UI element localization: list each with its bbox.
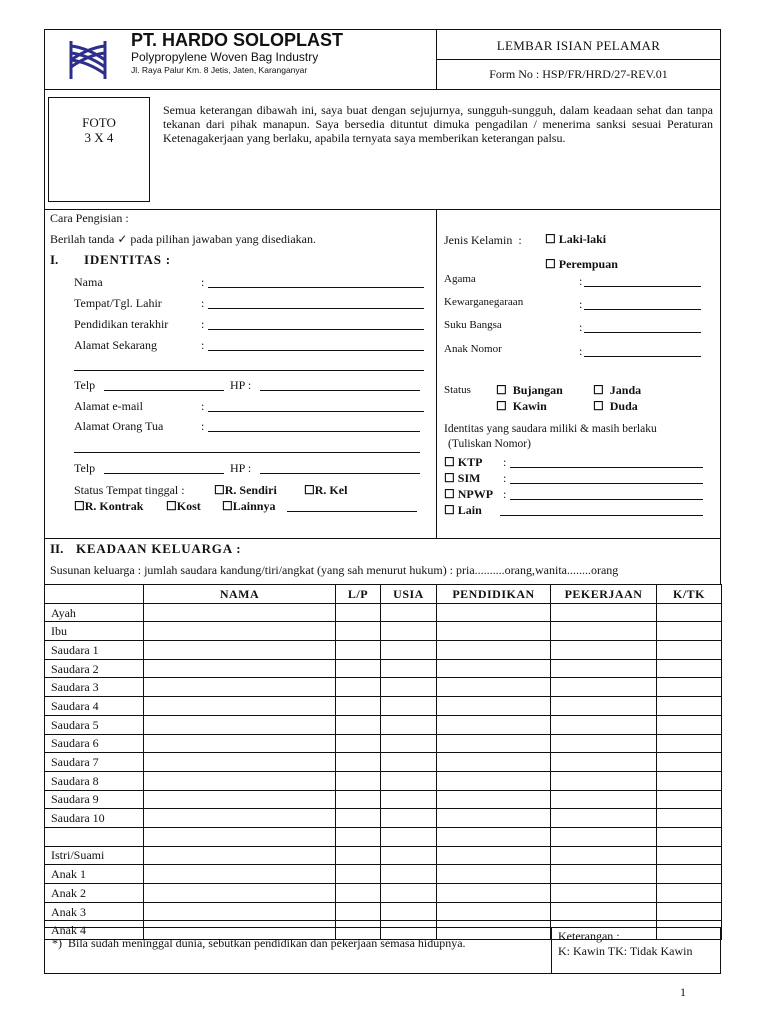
table-cell-input[interactable] [336, 603, 381, 622]
checkbox-icon[interactable]: ☐ [496, 399, 507, 413]
row-label [45, 827, 144, 846]
field-telp-ortu[interactable] [104, 473, 224, 474]
option-r-kel[interactable]: ☐R. Kel [304, 483, 348, 497]
row-label: Istri/Suami [45, 846, 144, 865]
label-nama: Nama [74, 275, 103, 289]
table-row [45, 827, 722, 846]
table-cell-input[interactable] [437, 809, 551, 828]
option-kost[interactable]: ☐Kost [166, 499, 201, 513]
table-cell-input[interactable] [336, 902, 381, 921]
table-cell-input[interactable] [437, 715, 551, 734]
row-label: Ayah [45, 603, 144, 622]
table-cell-input[interactable] [437, 827, 551, 846]
table-cell-input[interactable] [437, 771, 551, 790]
table-cell-input[interactable] [657, 603, 722, 622]
option-r-kontrak[interactable]: ☐R. Kontrak [74, 499, 144, 513]
table-cell-input[interactable] [657, 715, 722, 734]
table-row [45, 902, 722, 921]
table-cell-input[interactable] [437, 734, 551, 753]
id-note-2: (Tuliskan Nomor) [448, 438, 531, 450]
field-alamat-ortu-line2[interactable] [74, 452, 420, 453]
column-header-pekerjaan: PEKERJAAN [551, 585, 657, 604]
table-cell-input[interactable] [336, 678, 381, 697]
section-2-number: II. [50, 541, 64, 556]
column-header-nama: NAMA [144, 585, 336, 604]
table-cell-input[interactable] [381, 603, 437, 622]
table-cell-input[interactable] [336, 697, 381, 716]
row-label: Saudara 10 [45, 809, 144, 828]
row-label: Saudara 8 [45, 771, 144, 790]
table-cell-input[interactable] [437, 659, 551, 678]
table-cell-input[interactable] [657, 641, 722, 660]
field-email[interactable] [208, 411, 424, 412]
table-cell-input[interactable] [381, 902, 437, 921]
susunan-keluarga: Susunan keluarga : jumlah saudara kandung/tiri/angkat (yang sah menurut hukum) : pria..........orang,wanita........orang [50, 563, 619, 577]
label-email: Alamat e-mail [74, 399, 143, 413]
instructions-line: Berilah tanda ✓ pada pilihan jawaban yang disediakan. [50, 232, 316, 246]
label-suku: Suku Bangsa [444, 319, 502, 331]
checkbox-icon[interactable]: ☐ [545, 232, 556, 246]
label-agama: Agama [444, 273, 476, 285]
table-row [45, 865, 722, 884]
footer-note: Bila sudah meninggal dunia, sebutkan pendidikan dan pekerjaan semasa hidupnya. [68, 936, 466, 950]
table-cell-input[interactable] [381, 659, 437, 678]
table-cell-input[interactable] [657, 827, 722, 846]
row-label: Saudara 3 [45, 678, 144, 697]
table-row [45, 659, 722, 678]
table-cell-input[interactable] [437, 622, 551, 641]
section-1-number: I. [50, 252, 59, 267]
row-label: Saudara 4 [45, 697, 144, 716]
table-cell-input[interactable] [437, 865, 551, 884]
table-row [45, 603, 722, 622]
table-cell-input[interactable] [144, 753, 336, 772]
option-kawin[interactable]: ☐ Kawin [496, 399, 547, 413]
table-cell-input[interactable] [551, 846, 657, 865]
checkbox-icon[interactable]: ☐ [444, 455, 455, 469]
table-cell-input[interactable] [336, 753, 381, 772]
table-cell-input[interactable] [144, 697, 336, 716]
table-cell-input[interactable] [381, 753, 437, 772]
option-duda[interactable]: ☐ Duda [593, 399, 638, 413]
table-row [45, 809, 722, 828]
table-cell-input[interactable] [144, 865, 336, 884]
checkbox-icon[interactable]: ☐ [593, 399, 604, 413]
label-alamat: Alamat Sekarang [74, 338, 157, 352]
table-cell-input[interactable] [657, 771, 722, 790]
footer-note-marker: *) [52, 936, 62, 950]
option-laki-laki[interactable]: ☐ Laki-laki [545, 232, 607, 246]
checkbox-icon[interactable]: ☐ [74, 499, 85, 513]
table-cell-input[interactable] [551, 884, 657, 903]
table-cell-input[interactable] [657, 809, 722, 828]
instructions-title: Cara Pengisian : [50, 211, 129, 225]
table-cell-input[interactable] [336, 809, 381, 828]
family-table [44, 584, 722, 940]
photo-size: 3 X 4 [84, 130, 114, 145]
row-label: Anak 2 [45, 884, 144, 903]
checkbox-icon[interactable]: ☐ [444, 471, 455, 485]
table-cell-input[interactable] [437, 678, 551, 697]
row-label: Saudara 1 [45, 641, 144, 660]
label-status: Status [444, 384, 471, 396]
table-cell-input[interactable] [144, 790, 336, 809]
table-cell-input[interactable] [551, 771, 657, 790]
column-header-lp: L/P [336, 585, 381, 604]
checkbox-icon[interactable]: ☐ [304, 483, 315, 497]
row-label: Anak 4 [45, 921, 144, 940]
column-header-ktk: K/TK [657, 585, 722, 604]
label-anak-nomor: Anak Nomor [444, 343, 502, 355]
field-alamat-line2[interactable] [74, 370, 424, 371]
table-cell-input[interactable] [381, 622, 437, 641]
option-lain[interactable]: ☐ Lain [444, 503, 482, 517]
table-cell-input[interactable] [437, 603, 551, 622]
company-logo [66, 38, 110, 82]
field-ktp[interactable] [510, 467, 703, 468]
table-cell-input[interactable] [144, 884, 336, 903]
table-cell-input[interactable] [144, 734, 336, 753]
statement-text: Semua keterangan dibawah ini, saya buat dengan sejujurnya, sungguh-sungguh, dalam keadaan sehat dan tanpa tekanan dari pihak manapun. Saya bersedia dituntut dimuka pengadilan / menerima sanksi sesuai Peraturan Ketenagakerjaan yang berlaku, apabila ternyata saya memberikan keterangan palsu. [163, 103, 713, 145]
table-cell-input[interactable] [551, 678, 657, 697]
table-cell-input[interactable] [657, 734, 722, 753]
table-row [45, 641, 722, 660]
table-cell-input[interactable] [381, 809, 437, 828]
checkbox-icon[interactable]: ☐ [214, 483, 225, 497]
label-alamat-ortu: Alamat Orang Tua [74, 419, 164, 433]
field-npwp[interactable] [510, 499, 703, 500]
company-name: PT. HARDO SOLOPLAST [131, 30, 344, 50]
table-cell-input[interactable] [381, 790, 437, 809]
table-cell-input[interactable] [657, 902, 722, 921]
field-hp[interactable] [260, 390, 420, 391]
table-cell-input[interactable] [551, 603, 657, 622]
option-r-sendiri[interactable]: ☐R. Sendiri [214, 483, 277, 497]
table-cell-input[interactable] [144, 846, 336, 865]
table-cell-input[interactable] [381, 865, 437, 884]
table-cell-input[interactable] [551, 865, 657, 884]
table-cell-input[interactable] [336, 715, 381, 734]
row-label: Ibu [45, 622, 144, 641]
table-cell-input[interactable] [144, 641, 336, 660]
row-label: Saudara 7 [45, 753, 144, 772]
keterangan-text: K: Kawin TK: Tidak Kawin [558, 944, 693, 958]
label-hp: HP : [230, 378, 252, 392]
table-cell-input[interactable] [336, 884, 381, 903]
table-cell-input[interactable] [551, 809, 657, 828]
table-cell-input[interactable] [551, 622, 657, 641]
table-cell-input[interactable] [144, 715, 336, 734]
label-jenis-kelamin: Jenis Kelamin : [444, 233, 522, 247]
table-cell-input[interactable] [381, 678, 437, 697]
table-cell-input[interactable] [381, 697, 437, 716]
table-cell-input[interactable] [437, 846, 551, 865]
table-row [45, 884, 722, 903]
checkbox-icon[interactable]: ☐ [593, 383, 604, 397]
table-cell-input[interactable] [437, 884, 551, 903]
table-cell-input[interactable] [144, 622, 336, 641]
form-number: Form No : HSP/FR/HRD/27-REV.01 [489, 67, 668, 81]
table-row [45, 678, 722, 697]
table-cell-input[interactable] [336, 659, 381, 678]
table-row [45, 771, 722, 790]
table-cell-input[interactable] [657, 659, 722, 678]
table-cell-input[interactable] [551, 659, 657, 678]
photo-label: FOTO [82, 115, 116, 130]
label-telp: Telp [74, 378, 96, 392]
option-lainnya[interactable]: ☐Lainnya [222, 499, 276, 513]
option-sim[interactable]: ☐ SIM [444, 471, 481, 485]
table-cell-input[interactable] [381, 846, 437, 865]
row-label: Anak 3 [45, 902, 144, 921]
table-cell-input[interactable] [336, 622, 381, 641]
table-cell-input[interactable] [437, 641, 551, 660]
company-tagline: Polypropylene Woven Bag Industry [131, 50, 319, 64]
label-status-tinggal: Status Tempat tinggal : [74, 483, 185, 497]
table-cell-input[interactable] [144, 902, 336, 921]
checkbox-icon[interactable]: ☐ [545, 257, 556, 271]
table-row [45, 753, 722, 772]
label-hp-ortu: HP : [230, 461, 252, 475]
row-label: Saudara 6 [45, 734, 144, 753]
table-cell-input[interactable] [381, 827, 437, 846]
section-1-title: IDENTITAS : [84, 252, 171, 267]
table-cell-input[interactable] [551, 790, 657, 809]
checkbox-icon[interactable]: ☐ [444, 503, 455, 517]
checkbox-icon[interactable]: ☐ [222, 499, 233, 513]
table-cell-input[interactable] [551, 715, 657, 734]
table-cell-input[interactable] [144, 771, 336, 790]
table-row [45, 622, 722, 641]
table-cell-input[interactable] [144, 659, 336, 678]
row-label: Saudara 2 [45, 659, 144, 678]
table-cell-input[interactable] [144, 827, 336, 846]
table-cell-input[interactable] [551, 641, 657, 660]
table-row [45, 715, 722, 734]
table-cell-input[interactable] [551, 827, 657, 846]
table-cell-input[interactable] [657, 865, 722, 884]
checkbox-icon[interactable]: ☐ [496, 383, 507, 397]
table-row [45, 846, 722, 865]
table-cell-input[interactable] [336, 865, 381, 884]
table-cell-input[interactable] [437, 902, 551, 921]
table-row [45, 790, 722, 809]
label-kewarganegaraan: Kewarganegaraan [444, 296, 524, 308]
table-cell-input[interactable] [336, 641, 381, 660]
table-cell-input[interactable] [144, 809, 336, 828]
table-cell-input[interactable] [551, 697, 657, 716]
table-cell-input[interactable] [381, 715, 437, 734]
field-telp[interactable] [104, 390, 224, 391]
table-cell-input[interactable] [657, 753, 722, 772]
column-header-label [45, 585, 144, 604]
keterangan-title: Keterangan : [558, 929, 620, 943]
checkbox-icon[interactable]: ☐ [444, 487, 455, 501]
table-cell-input[interactable] [657, 622, 722, 641]
row-label: Saudara 5 [45, 715, 144, 734]
table-cell-input[interactable] [437, 753, 551, 772]
field-lain[interactable] [500, 515, 703, 516]
table-cell-input[interactable] [381, 771, 437, 790]
field-sim[interactable] [510, 483, 703, 484]
field-alamat[interactable] [208, 350, 424, 351]
table-cell-input[interactable] [551, 734, 657, 753]
table-cell-input[interactable] [657, 790, 722, 809]
table-cell-input[interactable] [657, 846, 722, 865]
table-cell-input[interactable] [336, 790, 381, 809]
field-suku[interactable] [584, 332, 701, 333]
table-cell-input[interactable] [437, 697, 551, 716]
table-cell-input[interactable] [336, 771, 381, 790]
label-ttl: Tempat/Tgl. Lahir [74, 296, 162, 310]
table-cell-input[interactable] [657, 884, 722, 903]
column-header-pendidikan: PENDIDIKAN [437, 585, 551, 604]
table-row [45, 734, 722, 753]
field-kewarganegaraan[interactable] [584, 309, 701, 310]
table-cell-input[interactable] [336, 734, 381, 753]
label-telp-ortu: Telp [74, 461, 96, 475]
field-anak-nomor[interactable] [584, 356, 701, 357]
field-pendidikan[interactable] [208, 329, 424, 330]
photo-box[interactable] [48, 97, 150, 202]
table-cell-input[interactable] [336, 846, 381, 865]
id-note: Identitas yang saudara miliki & masih berlaku [444, 423, 657, 435]
option-bujangan[interactable]: ☐ Bujangan [496, 383, 563, 397]
check-mark-icon: ✓ [117, 232, 128, 246]
field-alamat-ortu[interactable] [208, 431, 420, 432]
option-perempuan[interactable]: ☐ Perempuan [545, 257, 618, 271]
option-janda[interactable]: ☐ Janda [593, 383, 642, 397]
table-cell-input[interactable] [381, 884, 437, 903]
company-address: Jl. Raya Palur Km. 8 Jetis, Jaten, Karanganyar [131, 65, 308, 75]
field-agama[interactable] [584, 286, 701, 287]
table-header [45, 585, 722, 604]
table-cell-input[interactable] [144, 603, 336, 622]
table-cell-input[interactable] [437, 790, 551, 809]
row-label: Saudara 9 [45, 790, 144, 809]
form-title: LEMBAR ISIAN PELAMAR [496, 38, 661, 53]
column-header-usia: USIA [381, 585, 437, 604]
label-pendidikan: Pendidikan terakhir [74, 317, 169, 331]
field-hp-ortu[interactable] [260, 473, 420, 474]
table-cell-input[interactable] [551, 902, 657, 921]
row-label: Anak 1 [45, 865, 144, 884]
table-cell-input[interactable] [551, 753, 657, 772]
option-npwp[interactable]: ☐ NPWP [444, 487, 494, 501]
field-ttl[interactable] [208, 308, 424, 309]
table-cell-input[interactable] [144, 678, 336, 697]
table-cell-input[interactable] [657, 697, 722, 716]
checkbox-icon[interactable]: ☐ [166, 499, 177, 513]
table-cell-input[interactable] [657, 678, 722, 697]
table-cell-input[interactable] [381, 734, 437, 753]
page-number: 1 [680, 985, 686, 999]
field-nama[interactable] [208, 287, 424, 288]
section-2-title: KEADAAN KELUARGA : [76, 541, 242, 556]
field-lainnya[interactable] [287, 511, 417, 512]
table-cell-input[interactable] [381, 641, 437, 660]
table-row [45, 697, 722, 716]
option-ktp[interactable]: ☐ KTP [444, 455, 483, 469]
table-cell-input[interactable] [336, 827, 381, 846]
